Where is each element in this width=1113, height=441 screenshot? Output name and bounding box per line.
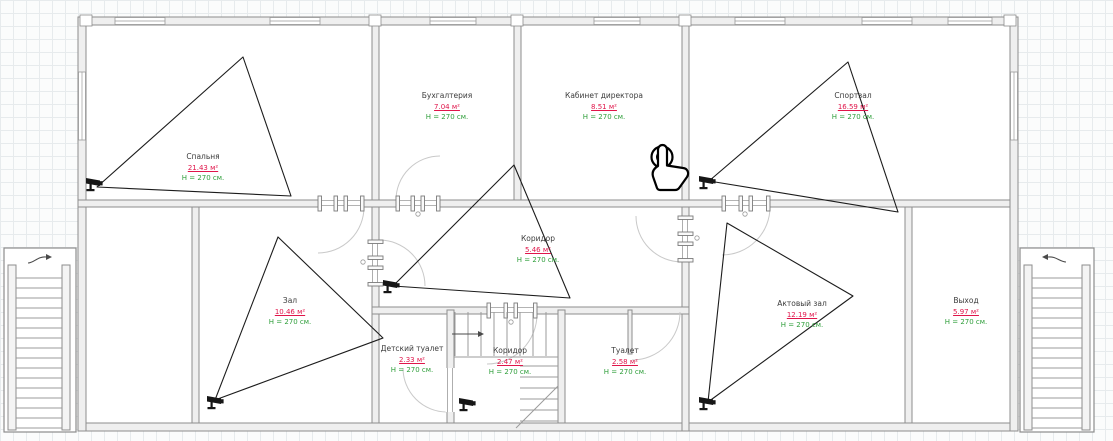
room-height: H = 270 см.	[603, 368, 647, 377]
room-height: H = 270 см.	[181, 174, 225, 183]
room-label-zal[interactable]	[269, 296, 312, 327]
room-name: Коридор	[520, 234, 556, 243]
room-name: Зал	[282, 296, 298, 305]
room-name: Выход	[953, 296, 979, 305]
room-label-koridor-main[interactable]	[517, 234, 560, 265]
window	[270, 18, 320, 25]
exterior-stairs-left[interactable]	[4, 248, 76, 432]
room-area: 7.04 м²	[434, 102, 460, 111]
room-height: H = 270 см.	[516, 256, 560, 265]
room-area: 8.51 м²	[591, 102, 617, 111]
room-label-buhgalteriya[interactable]	[422, 91, 472, 122]
room-height: H = 270 см.	[488, 368, 532, 377]
room-area: 5.97 м²	[953, 307, 979, 316]
room-label-spalnya[interactable]	[182, 152, 225, 183]
window	[1011, 72, 1018, 140]
window	[115, 18, 165, 25]
room-area: 2.33 м²	[399, 355, 425, 364]
room-label-tualet[interactable]	[604, 346, 647, 377]
room-name: Актовый зал	[777, 299, 827, 308]
room-area: 10.46 м²	[274, 307, 306, 316]
room-label-sportzal[interactable]	[832, 91, 875, 122]
room-label-koridor-small[interactable]	[489, 346, 532, 377]
room-height: H = 270 см.	[268, 318, 312, 327]
room-label-aktovyy-zal[interactable]	[777, 299, 827, 330]
room-area: 16.59 м²	[837, 102, 869, 111]
window	[430, 18, 476, 25]
room-height: H = 270 см.	[780, 321, 824, 330]
room-name: Спальня	[186, 152, 220, 161]
window	[862, 18, 912, 25]
window	[594, 18, 640, 25]
room-name: Туалет	[611, 346, 639, 355]
room-name: Бухгалтерия	[421, 91, 473, 100]
room-area: 5.46 м²	[525, 245, 551, 254]
door-opening	[446, 368, 456, 412]
window	[948, 18, 992, 25]
room-height: H = 270 см.	[390, 366, 434, 375]
room-height: H = 270 см.	[582, 113, 626, 122]
room-name: Коридор	[492, 346, 528, 355]
room-label-kabinet-direktora[interactable]	[565, 91, 643, 122]
room-height: H = 270 см.	[944, 318, 988, 327]
room-name: Спортзал	[834, 91, 872, 100]
room-area: 12.19 м²	[786, 310, 818, 319]
exterior-stairs-right[interactable]	[1020, 248, 1094, 432]
room-name: Кабинет директора	[565, 91, 643, 100]
window	[735, 18, 785, 25]
room-height: H = 270 см.	[831, 113, 875, 122]
room-area: 2.58 м²	[612, 357, 638, 366]
room-area: 2.47 м²	[497, 357, 523, 366]
window	[79, 72, 86, 140]
room-height: H = 270 см.	[425, 113, 469, 122]
room-area: 21.43 м²	[187, 163, 219, 172]
room-label-vykhod[interactable]	[945, 296, 988, 327]
room-label-detskiy-tualet[interactable]	[381, 344, 444, 375]
room-name: Детский туалет	[380, 344, 444, 353]
